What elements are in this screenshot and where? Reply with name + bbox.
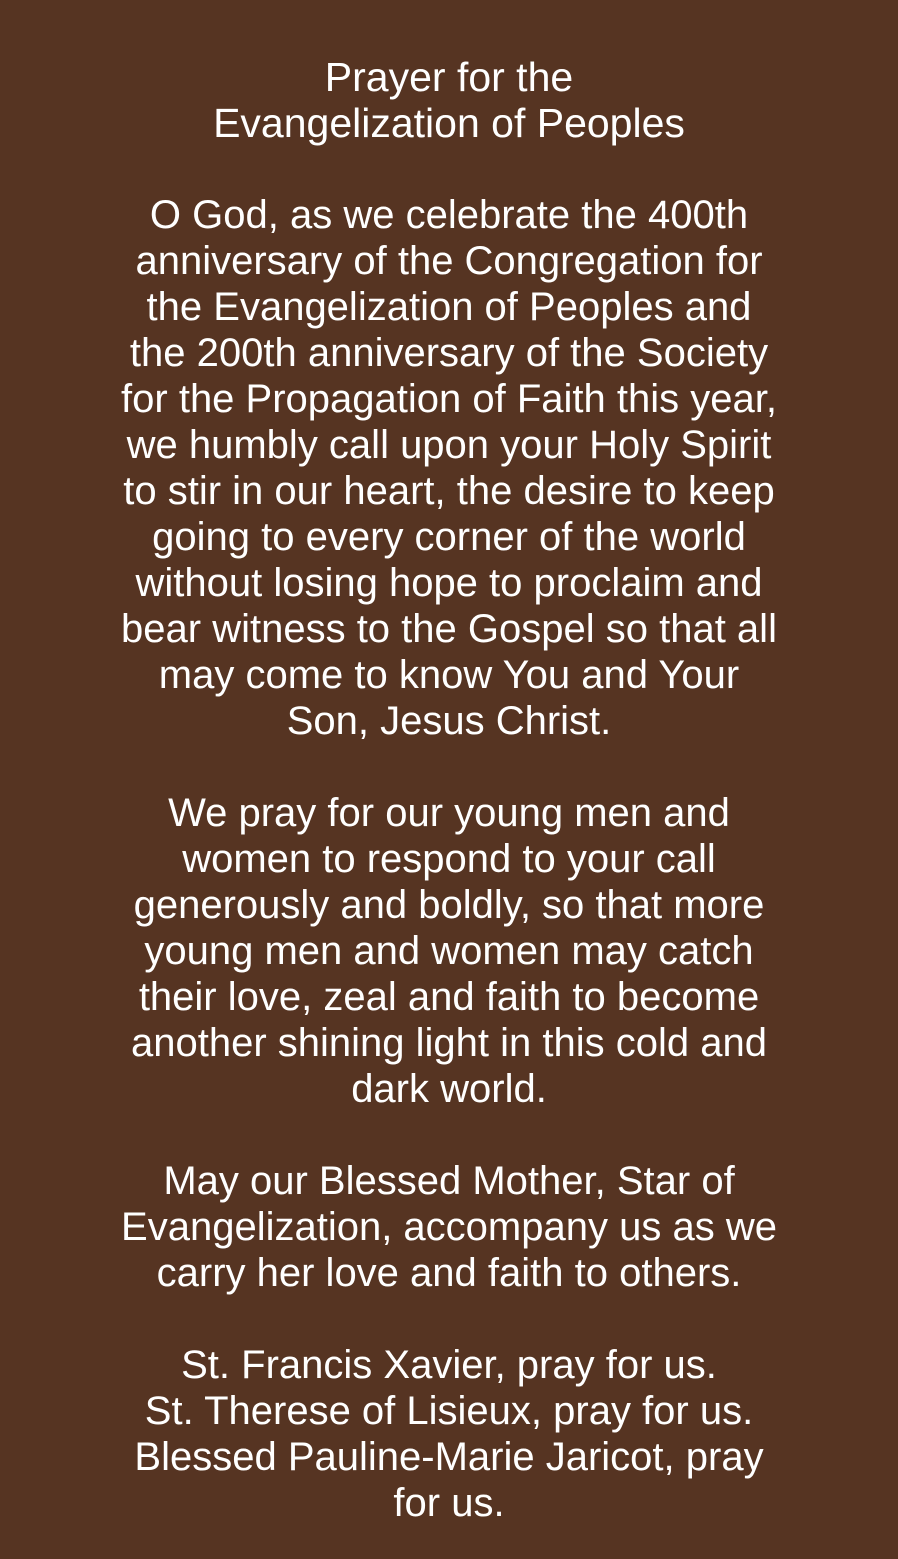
prayer-line: to stir in our heart, the desire to keep <box>123 469 775 513</box>
prayer-line: Blessed Pauline-Marie Jaricot, pray <box>134 1435 764 1479</box>
prayer-line: St. Francis Xavier, pray for us. <box>181 1343 717 1387</box>
prayer-line: May our Blessed Mother, Star of <box>163 1159 735 1203</box>
prayer-line: O God, as we celebrate the 400th <box>149 193 749 237</box>
prayer-line: for the Propagation of Faith this year, <box>121 377 777 421</box>
title-line: Prayer for the <box>324 54 574 100</box>
prayer-line: their love, zeal and faith to become <box>138 975 760 1019</box>
prayer-line: we humbly call upon your Holy Spirit <box>126 423 772 467</box>
prayer-line: another shining light in this cold and <box>131 1021 767 1065</box>
title-line: Evangelization of Peoples <box>213 100 685 146</box>
prayer-paragraph-mother <box>0 1158 898 1296</box>
prayer-line: St. Therese of Lisieux, pray for us. <box>144 1389 754 1433</box>
prayer-paragraph-saints <box>0 1342 898 1526</box>
prayer-line: dark world. <box>351 1067 547 1111</box>
prayer-line: bear witness to the Gospel so that all <box>121 607 777 651</box>
prayer-line: for us. <box>393 1481 505 1525</box>
prayer-title <box>0 54 898 146</box>
prayer-line: may come to know You and Your <box>158 653 740 697</box>
prayer-line: the Evangelization of Peoples and <box>146 285 752 329</box>
prayer-line: going to every corner of the world <box>152 515 746 559</box>
prayer-line: Evangelization, accompany us as we <box>121 1205 777 1249</box>
prayer-line: generously and boldly, so that more <box>133 883 765 927</box>
prayer-line: Son, Jesus Christ. <box>286 699 612 743</box>
prayer-paragraph-intro <box>0 192 898 744</box>
prayer-line: the 200th anniversary of the Society <box>129 331 769 375</box>
prayer-line: women to respond to your call <box>182 837 716 881</box>
prayer-line: carry her love and faith to others. <box>156 1251 742 1295</box>
prayer-line: anniversary of the Congregation for <box>135 239 763 283</box>
prayer-line: without losing hope to proclaim and <box>135 561 763 605</box>
prayer-paragraph-youth <box>0 790 898 1112</box>
prayer-line: We pray for our young men and <box>168 791 730 835</box>
prayer-line: young men and women may catch <box>144 929 754 973</box>
